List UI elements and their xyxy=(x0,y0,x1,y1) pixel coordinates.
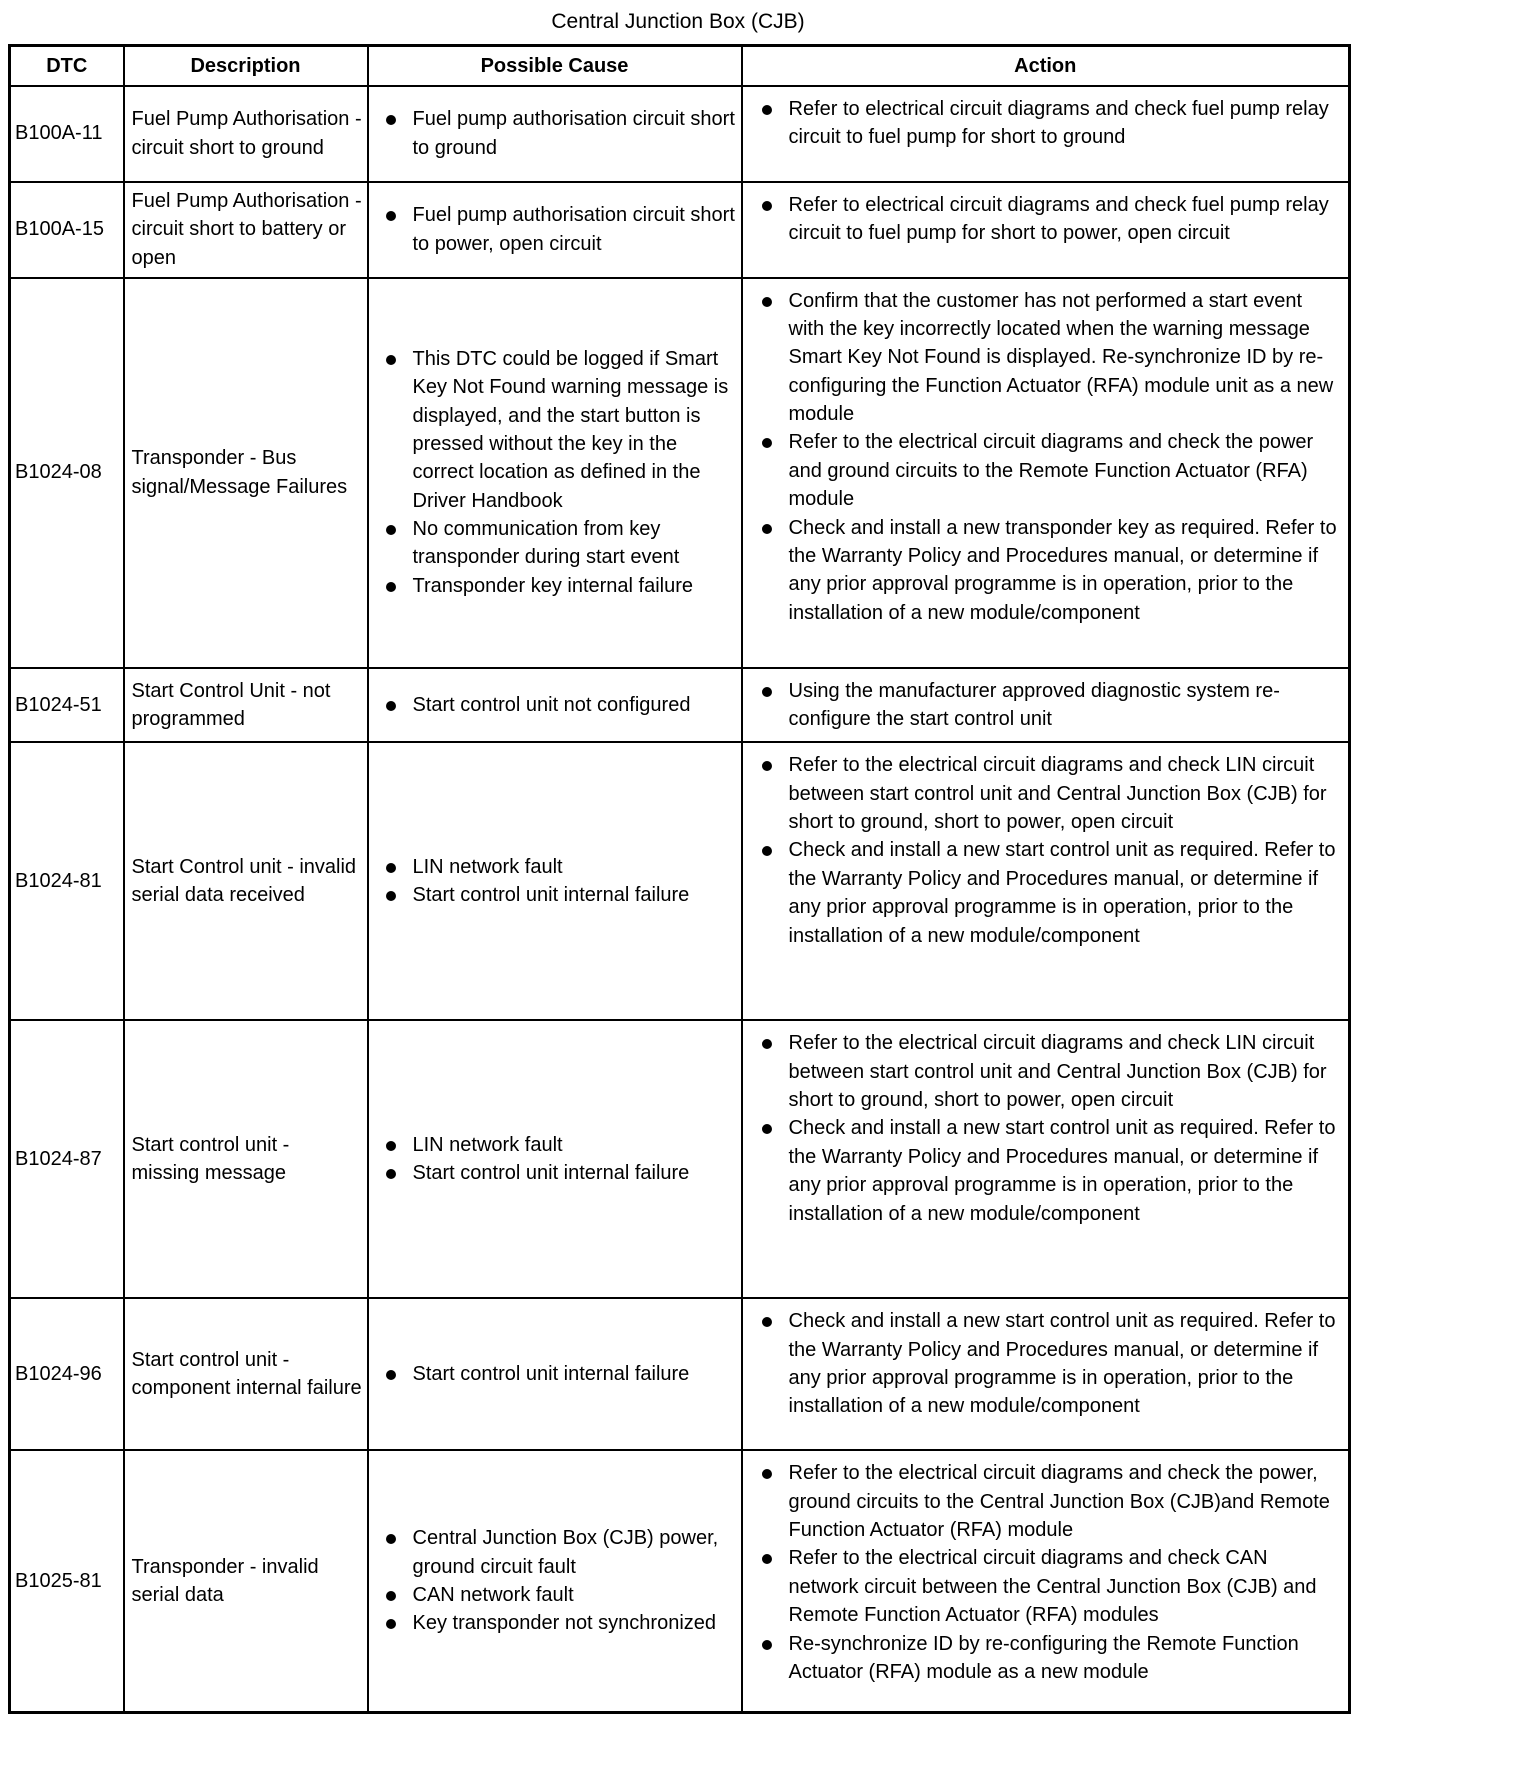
possible-cause-cell xyxy=(368,1298,742,1450)
table-row xyxy=(10,182,1350,278)
cause-list xyxy=(373,853,737,910)
possible-cause-cell xyxy=(368,182,742,278)
table-row xyxy=(10,86,1350,182)
action-item: Refer to the electrical circuit diagrams and check the power and ground circuits to the Remote Function Actuator (RFA) module xyxy=(749,428,1343,513)
cause-item: Fuel pump authorisation circuit short to power, open circuit xyxy=(373,201,737,258)
description-cell: Start Control Unit - not programmed xyxy=(124,668,368,743)
possible-cause-cell xyxy=(368,1450,742,1712)
dtc-cell: B1024-08 xyxy=(10,278,124,668)
action-item: Check and install a new transponder key as required. Refer to the Warranty Policy and Procedures manual, or determine if any prior approval programme is in operation, prior to the installation of a new module/component xyxy=(749,514,1343,628)
cause-list xyxy=(373,1131,737,1188)
action-item: Refer to the electrical circuit diagrams and check LIN circuit between start control unit and Central Junction Box (CJB) for short to ground, short to power, open circuit xyxy=(749,751,1343,836)
column-header-description: Description xyxy=(124,46,368,86)
action-item: Check and install a new start control unit as required. Refer to the Warranty Policy and Procedures manual, or determine if any prior approval programme is in operation, prior to the installation of a new module/component xyxy=(749,1307,1343,1421)
description-cell: Transponder - invalid serial data xyxy=(124,1450,368,1712)
column-header-possible-cause: Possible Cause xyxy=(368,46,742,86)
action-item: Check and install a new start control unit as required. Refer to the Warranty Policy and Procedures manual, or determine if any prior approval programme is in operation, prior to the installation of a new module/component xyxy=(749,1114,1343,1228)
cause-item: Fuel pump authorisation circuit short to ground xyxy=(373,105,737,162)
action-list xyxy=(749,191,1343,248)
table-row xyxy=(10,1298,1350,1450)
action-list xyxy=(749,287,1343,628)
table-row xyxy=(10,1450,1350,1712)
cause-item: LIN network fault xyxy=(373,853,737,881)
dtc-cell: B100A-15 xyxy=(10,182,124,278)
possible-cause-cell xyxy=(368,86,742,182)
cause-item: LIN network fault xyxy=(373,1131,737,1159)
cause-item: Start control unit internal failure xyxy=(373,1360,737,1388)
action-list xyxy=(749,1029,1343,1228)
action-cell xyxy=(742,668,1350,743)
dtc-cell: B1025-81 xyxy=(10,1450,124,1712)
cause-item: This DTC could be logged if Smart Key Not Found warning message is displayed, and the start button is pressed without the key in the correct location as defined in the Driver Handbook xyxy=(373,345,737,515)
possible-cause-cell xyxy=(368,278,742,668)
page-title: Central Junction Box (CJB) xyxy=(551,10,805,33)
action-item: Refer to the electrical circuit diagrams and check the power, ground circuits to the Central Junction Box (CJB)and Remote Function Actuator (RFA) module xyxy=(749,1459,1343,1544)
cause-item: Key transponder not synchronized xyxy=(373,1609,737,1637)
dtc-table xyxy=(8,44,1351,1714)
table-row xyxy=(10,668,1350,743)
cause-item: Central Junction Box (CJB) power, ground circuit fault xyxy=(373,1524,737,1581)
table-row xyxy=(10,1020,1350,1298)
dtc-cell: B1024-81 xyxy=(10,742,124,1020)
cause-item: Transponder key internal failure xyxy=(373,572,737,600)
table-row xyxy=(10,278,1350,668)
cause-item: Start control unit internal failure xyxy=(373,881,737,909)
action-item: Check and install a new start control unit as required. Refer to the Warranty Policy and Procedures manual, or determine if any prior approval programme is in operation, prior to the installation of a new module/component xyxy=(749,836,1343,950)
cause-list xyxy=(373,1360,737,1388)
table-header-row xyxy=(10,46,1350,86)
cause-item: CAN network fault xyxy=(373,1581,737,1609)
action-cell xyxy=(742,86,1350,182)
action-cell xyxy=(742,1020,1350,1298)
description-cell: Fuel Pump Authorisation - circuit short to ground xyxy=(124,86,368,182)
action-cell xyxy=(742,1450,1350,1712)
cause-list xyxy=(373,1524,737,1638)
cause-item: Start control unit internal failure xyxy=(373,1159,737,1187)
action-cell xyxy=(742,182,1350,278)
description-cell: Fuel Pump Authorisation - circuit short to battery or open xyxy=(124,182,368,278)
action-item: Using the manufacturer approved diagnostic system re-configure the start control unit xyxy=(749,677,1343,734)
possible-cause-cell xyxy=(368,742,742,1020)
action-list xyxy=(749,1459,1343,1686)
table-row xyxy=(10,742,1350,1020)
action-list xyxy=(749,751,1343,950)
description-cell: Start control unit - component internal failure xyxy=(124,1298,368,1450)
action-item: Re-synchronize ID by re-configuring the Remote Function Actuator (RFA) module as a new module xyxy=(749,1630,1343,1687)
action-item: Refer to the electrical circuit diagrams and check CAN network circuit between the Central Junction Box (CJB) and Remote Function Actuator (RFA) modules xyxy=(749,1544,1343,1629)
cause-list xyxy=(373,345,737,601)
dtc-cell: B1024-87 xyxy=(10,1020,124,1298)
column-header-dtc: DTC xyxy=(10,46,124,86)
cause-item: Start control unit not configured xyxy=(373,691,737,719)
description-cell: Start Control unit - invalid serial data received xyxy=(124,742,368,1020)
cause-item: No communication from key transponder during start event xyxy=(373,515,737,572)
action-cell xyxy=(742,1298,1350,1450)
action-cell xyxy=(742,742,1350,1020)
action-list xyxy=(749,677,1343,734)
possible-cause-cell xyxy=(368,668,742,743)
description-cell: Start control unit - missing message xyxy=(124,1020,368,1298)
table-body xyxy=(10,86,1350,1713)
action-item: Refer to electrical circuit diagrams and check fuel pump relay circuit to fuel pump for short to power, open circuit xyxy=(749,191,1343,248)
action-list xyxy=(749,1307,1343,1421)
description-cell: Transponder - Bus signal/Message Failures xyxy=(124,278,368,668)
action-list xyxy=(749,95,1343,152)
action-item: Refer to electrical circuit diagrams and check fuel pump relay circuit to fuel pump for short to ground xyxy=(749,95,1343,152)
dtc-cell: B1024-51 xyxy=(10,668,124,743)
cause-list xyxy=(373,691,737,719)
cause-list xyxy=(373,105,737,162)
dtc-cell: B100A-11 xyxy=(10,86,124,182)
action-item: Refer to the electrical circuit diagrams and check LIN circuit between start control unit and Central Junction Box (CJB) for short to ground, short to power, open circuit xyxy=(749,1029,1343,1114)
dtc-cell: B1024-96 xyxy=(10,1298,124,1450)
action-cell xyxy=(742,278,1350,668)
possible-cause-cell xyxy=(368,1020,742,1298)
column-header-action: Action xyxy=(742,46,1350,86)
cause-list xyxy=(373,201,737,258)
action-item: Confirm that the customer has not performed a start event with the key incorrectly located when the warning message Smart Key Not Found is displayed. Re-synchronize ID by re-configuring the Function Actuator (RFA) module unit as a new module xyxy=(749,287,1343,429)
